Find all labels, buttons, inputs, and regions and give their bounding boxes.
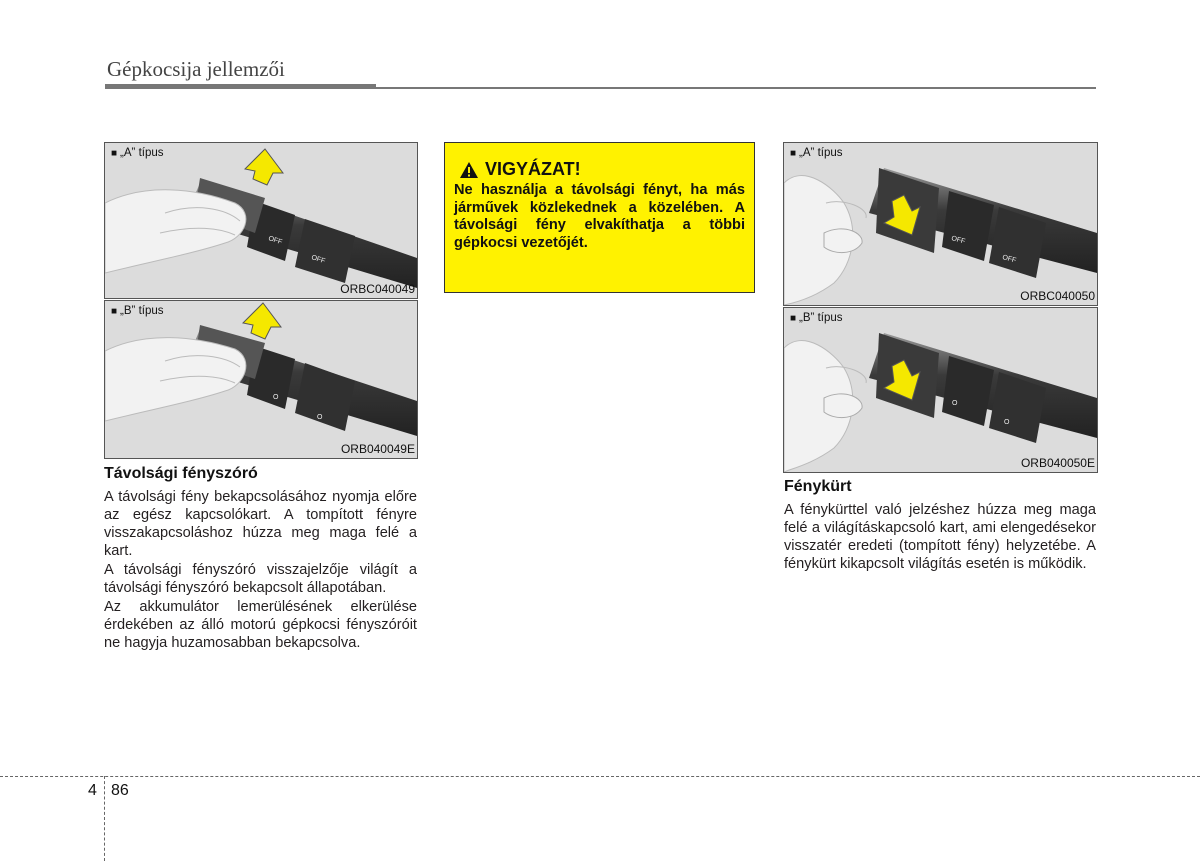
- section-body-flash: [784, 501, 1096, 574]
- warning-box: [444, 142, 755, 293]
- figure-caption: ■ „A” típus: [111, 147, 164, 159]
- figure-code: ORBC040049: [340, 282, 415, 296]
- header-rule-thin: [376, 87, 1096, 89]
- svg-text:OFF: OFF: [267, 235, 283, 247]
- paragraph: A távolsági fény bekapcsolásához nyomja előre az egész kapcsolókart. A tompított fényre visszakapcsoláshoz húzza meg maga felé a kart.: [104, 489, 417, 559]
- svg-text:O: O: [1004, 419, 1010, 426]
- figure-caption: ■ „B” típus: [790, 312, 843, 324]
- header-rule-thick: [105, 84, 376, 89]
- warning-heading: [459, 159, 581, 180]
- svg-text:OFF: OFF: [1001, 254, 1017, 265]
- paragraph: Az akkumulátor lemerülésének elkerülése érdekében az álló motorú gépkocsi fényszóróit ne hagyja huzamosabban bekapcsolva.: [104, 599, 417, 651]
- section-title-high-beam: Távolsági fényszóró: [104, 465, 258, 482]
- figure-type-b-pull: [783, 307, 1098, 473]
- figure-type-a-push: [104, 142, 418, 299]
- paragraph: A távolsági fényszóró visszajelzője világít a távolsági fényszóró bekapcsolt állapotában.: [104, 562, 417, 596]
- svg-text:OFF: OFF: [310, 254, 326, 266]
- stalk-illustration: [784, 143, 1097, 305]
- stalk-illustration: [105, 143, 417, 298]
- figure-caption: ■ „A” típus: [790, 147, 843, 159]
- figure-code: ORB040050E: [1020, 456, 1095, 470]
- section-body-high-beam: [104, 488, 417, 653]
- figure-caption: ■ „B” típus: [111, 305, 164, 317]
- footer-vertical-dashed-rule: [104, 776, 105, 861]
- figure-type-b-push: [104, 300, 418, 459]
- warning-triangle-icon: [459, 161, 479, 179]
- warning-text: Ne használja a távolsági fényt, ha más járművek közlekednek a közelében. A távolsági fény elvakíthatja a többi gépkocsi vezetőjét.: [454, 182, 745, 251]
- svg-text:O: O: [952, 400, 958, 407]
- page-header-title: Gépkocsija jellemzői: [107, 57, 285, 81]
- figure-code: ORB040049E: [340, 442, 415, 456]
- footer-dashed-rule: [0, 776, 1200, 777]
- svg-text:O: O: [317, 414, 323, 421]
- page-number: 86: [111, 782, 129, 799]
- svg-text:O: O: [273, 394, 279, 401]
- warning-title: VIGYÁZAT!: [485, 159, 581, 179]
- section-title-flash: Fénykürt: [784, 478, 852, 495]
- stalk-illustration: [105, 301, 417, 458]
- stalk-illustration: [784, 308, 1097, 472]
- figure-code: ORBC040050: [1020, 289, 1095, 303]
- chapter-number: 4: [88, 782, 97, 799]
- svg-text:OFF: OFF: [950, 235, 966, 246]
- figure-type-a-pull: [783, 142, 1098, 306]
- paragraph: A fénykürttel való jelzéshez húzza meg maga felé a világításkapcsoló kart, ami elengedésekor visszatér eredeti (tompított fény) helyzetébe. A fénykürt kikapcsolt világítás esetén is működik.: [784, 502, 1096, 572]
